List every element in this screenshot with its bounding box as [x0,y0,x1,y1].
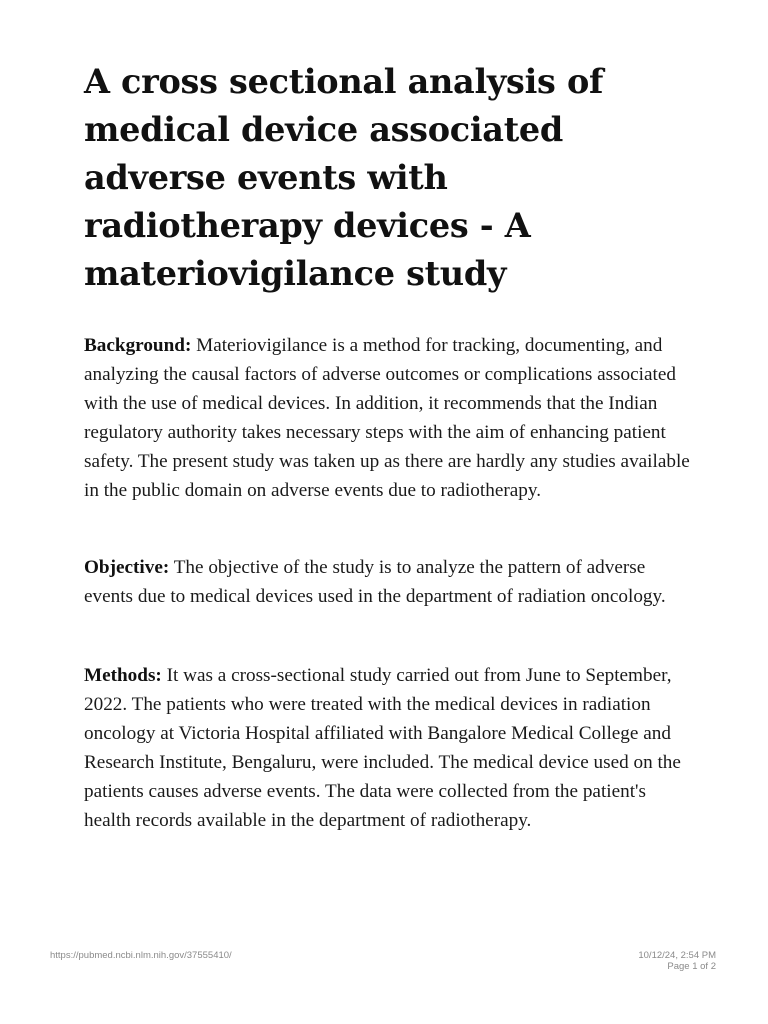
background-label: Background: [84,335,192,356]
footer-page-number: Page 1 of 2 [667,961,716,972]
objective-label: Objective: [84,557,170,578]
footer-url: https://pubmed.ncbi.nlm.nih.gov/37555410/ [50,950,232,961]
article-title: A cross sectional analysis of medical device associated adverse events with radiotherapy devices - A materiovigilance study [84,62,604,293]
methods-section [84,661,694,835]
objective-text: The objective of the study is to analyze the pattern of adverse events due to medical devices used in the department of radiation oncology. [84,557,666,607]
background-text: Materiovigilance is a method for tracking, documenting, and analyzing the causal factors of adverse outcomes or complications associated with the use of medical devices. In addition, it recommends that the Indian regulatory authority takes necessary steps with the aim of enhancing patient safety. The present study was taken up as there are hardly any studies available in the public domain on adverse events due to radiotherapy. [84,335,690,501]
methods-label: Methods: [84,665,162,686]
footer-meta [638,950,716,972]
methods-text: It was a cross-sectional study carried out from June to September, 2022. The patients who were treated with the medical devices in radiation oncology at Victoria Hospital affiliated with Bangalore Medical College and Research Institute, Bengaluru, were included. The medical device used on the patients causes adverse events. The data were collected from the patient's health records available in the department of radiotherapy. [84,665,681,831]
footer-datetime: 10/12/24, 2:54 PM [638,950,716,961]
background-section [84,331,694,505]
objective-section [84,553,694,611]
